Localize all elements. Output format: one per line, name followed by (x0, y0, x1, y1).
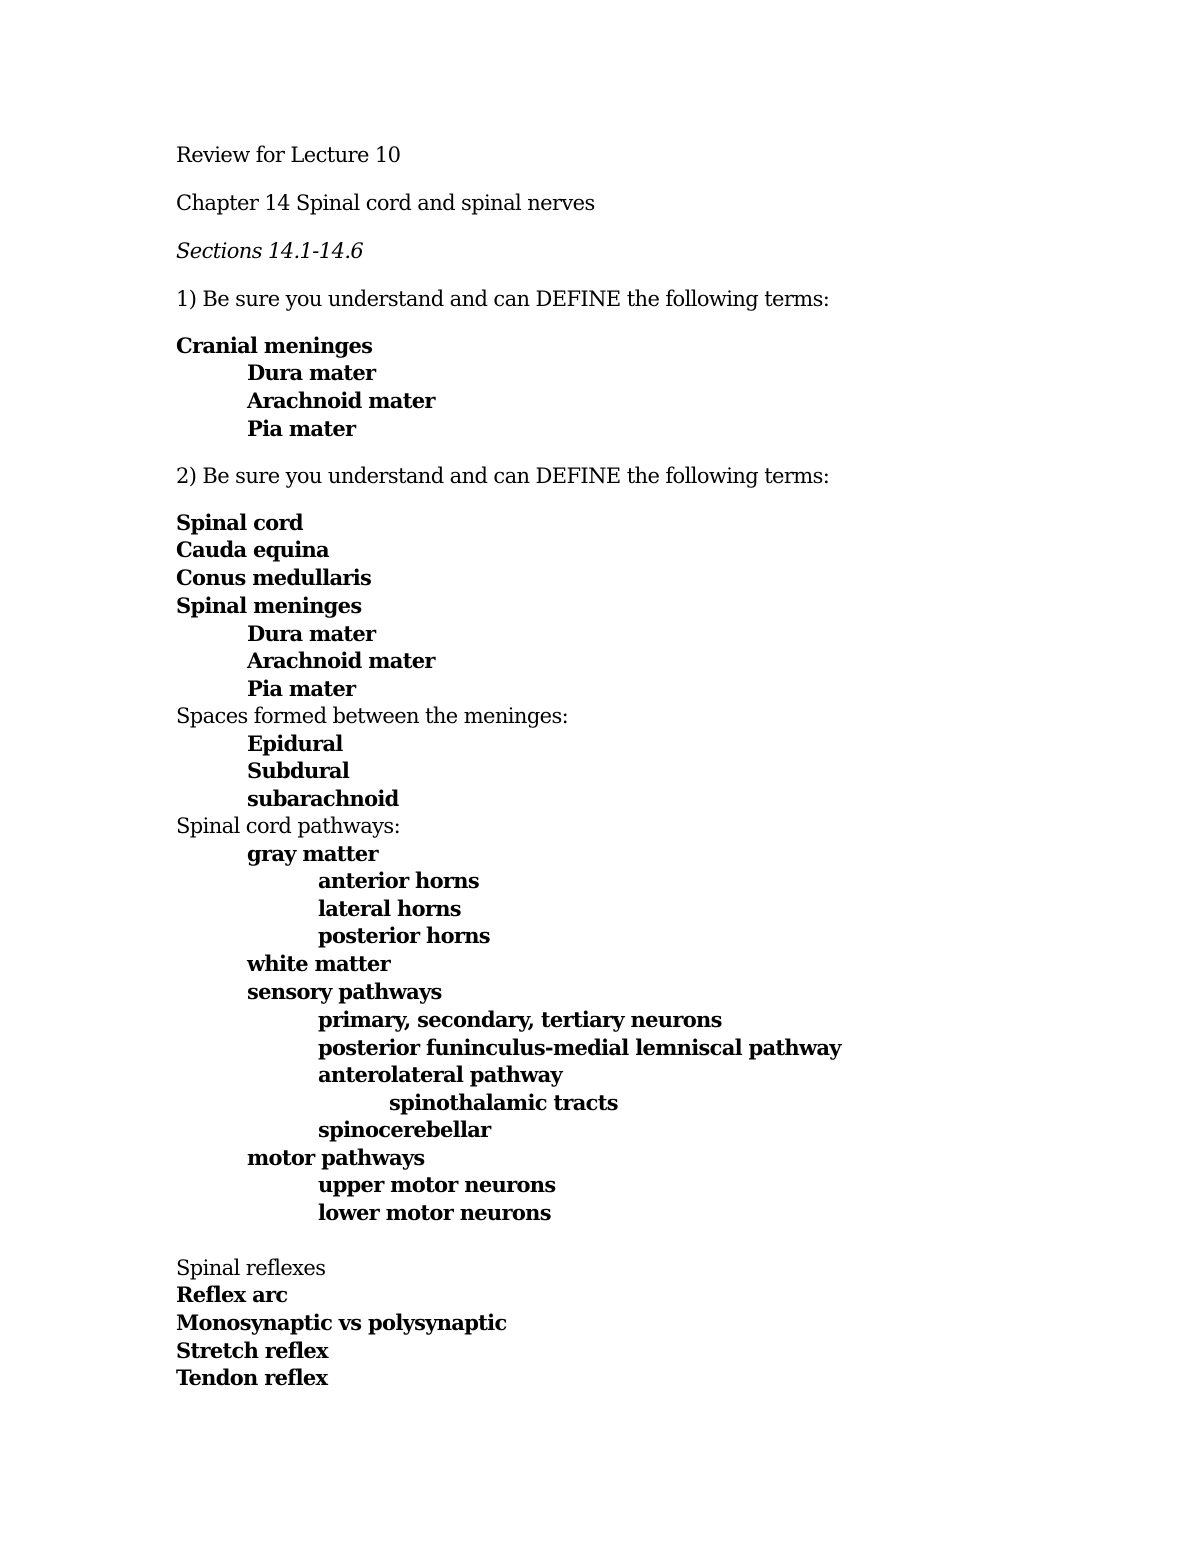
term-lateral-horns: lateral horns (318, 896, 461, 921)
term-cranial-arachnoid: Arachnoid mater (247, 388, 435, 413)
term-conus-medullaris: Conus medullaris (176, 565, 372, 590)
term-sensory-pathways: sensory pathways (247, 979, 442, 1004)
term-spinal-meninges: Spinal meninges (176, 593, 362, 618)
term-spinal-arachnoid: Arachnoid mater (247, 648, 435, 673)
term-upper-motor-neurons: upper motor neurons (318, 1172, 556, 1197)
term-spinal-cord: Spinal cord (176, 510, 303, 535)
term-anterior-horns: anterior horns (318, 868, 479, 893)
term-cranial-meninges: Cranial meninges (176, 333, 373, 358)
question-2: 2) Be sure you understand and can DEFINE the following terms: (176, 464, 830, 488)
term-posterior-horns: posterior horns (318, 923, 490, 948)
term-cranial-dura: Dura mater (247, 360, 376, 385)
term-spinal-dura: Dura mater (247, 621, 376, 646)
term-subarachnoid: subarachnoid (247, 786, 399, 811)
term-tendon-reflex: Tendon reflex (176, 1365, 328, 1390)
term-cauda-equina: Cauda equina (176, 537, 329, 562)
term-lower-motor-neurons: lower motor neurons (318, 1200, 551, 1225)
term-spinal-pia: Pia mater (247, 676, 356, 701)
sections-label: Sections 14.1-14.6 (176, 239, 364, 263)
term-motor-pathways: motor pathways (247, 1145, 425, 1170)
term-epidural: Epidural (247, 731, 343, 756)
term-cranial-pia: Pia mater (247, 416, 356, 441)
chapter-heading: Chapter 14 Spinal cord and spinal nerves (176, 191, 595, 215)
term-reflex-arc: Reflex arc (176, 1282, 288, 1307)
term-mono-vs-poly: Monosynaptic vs polysynaptic (176, 1310, 507, 1335)
document-title: Review for Lecture 10 (176, 143, 401, 167)
question-1: 1) Be sure you understand and can DEFINE the following terms: (176, 287, 830, 311)
term-posterior-funiculus: posterior funinculus-medial lemniscal pathway (318, 1035, 841, 1060)
term-anterolateral-pathway: anterolateral pathway (318, 1062, 563, 1087)
spaces-heading: Spaces formed between the meninges: (176, 704, 569, 728)
term-subdural: Subdural (247, 758, 350, 783)
term-spinocerebellar: spinocerebellar (318, 1117, 491, 1142)
reflexes-heading: Spinal reflexes (176, 1256, 326, 1280)
pathways-heading: Spinal cord pathways: (176, 814, 401, 838)
term-gray-matter: gray matter (247, 841, 378, 866)
term-stretch-reflex: Stretch reflex (176, 1338, 328, 1363)
term-neuron-orders: primary, secondary, tertiary neurons (318, 1007, 722, 1032)
term-spinothalamic-tracts: spinothalamic tracts (389, 1090, 618, 1115)
term-white-matter: white matter (247, 951, 390, 976)
